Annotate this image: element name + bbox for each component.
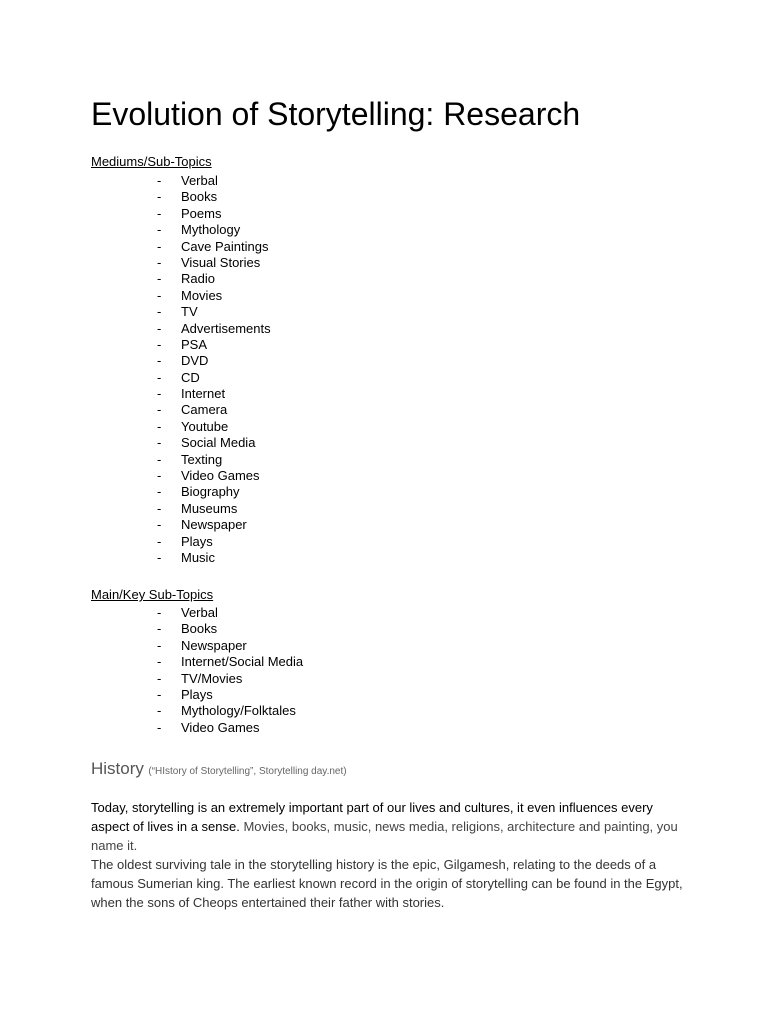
bullet-dash: - [157,605,162,620]
bullet-dash: - [157,287,162,303]
list-item-text: TV [181,304,198,320]
list-item-text: Plays [181,533,213,549]
list-item-text: Movies [181,287,223,303]
bullet-dash: - [157,254,162,270]
bullet-dash: - [157,533,162,549]
bullet-dash: - [157,238,162,254]
list-item-text: Camera [181,402,228,418]
list-item-text: Video Games [181,719,260,735]
list-item-text: Biography [181,484,240,500]
list-item-text: Poems [181,205,222,221]
list-item-text: Music [181,549,215,565]
bullet-dash: - [157,517,162,533]
list-item-text: Advertisements [181,320,271,336]
bullet-dash: - [157,621,162,637]
bullet-dash: - [157,654,162,670]
list-item-text: Verbal [181,173,218,188]
bullet-dash: - [157,271,162,287]
bullet-dash: - [157,686,162,702]
bullet-dash: - [157,500,162,516]
bullet-dash: - [157,418,162,434]
list-item-text: Newspaper [181,637,247,653]
bullet-dash: - [157,320,162,336]
history-paragraph-1-lead: Today, storytelling is an extremely important part of our lives and cultures, it even influences every aspect of lives in a sense. [91,800,653,834]
list-item-text: Plays [181,686,213,702]
bullet-dash: - [157,637,162,653]
bullet-dash: - [157,484,162,500]
bullet-dash: - [157,670,162,686]
list-item-text: Internet [181,386,226,402]
key-topics-section-label: Main/Key Sub-Topics [91,587,214,602]
list-item-text: Mythology [181,222,241,238]
list-item-text: Museums [181,500,238,516]
bullet-dash: - [157,336,162,352]
bullet-dash: - [157,703,162,719]
list-item-text: Newspaper [181,517,247,533]
bullet-dash: - [157,435,162,451]
history-paragraph-1 [91,798,691,855]
history-heading: History [91,759,144,778]
bullet-dash: - [157,468,162,484]
bullet-dash: - [157,222,162,238]
bullet-dash: - [157,369,162,385]
list-item-text: Verbal [181,605,218,620]
list-item-text: TV/Movies [181,670,243,686]
list-item-text: Texting [181,451,223,467]
bullet-dash: - [157,451,162,467]
list-item-text: Cave Paintings [181,238,269,254]
bullet-dash: - [157,189,162,205]
bullet-dash: - [157,173,162,188]
list-item-text: Radio [181,271,215,287]
history-citation: (“HIstory of Storytelling”, Storytelling day.net) [148,766,347,777]
bullet-dash: - [157,549,162,565]
bullet-dash: - [157,353,162,369]
bullet-dash: - [157,386,162,402]
history-heading-line [91,758,347,780]
history-paragraph-1-tail: Movies, books, music, news media, religions, architecture and painting, you name it. [91,819,678,853]
bullet-dash: - [157,402,162,418]
list-item-text: PSA [181,336,208,352]
list-item-text: Books [181,621,218,637]
list-item-text: Internet/Social Media [181,654,304,670]
list-item-text: Youtube [181,418,229,434]
list-item-text: Social Media [181,435,256,451]
mediums-section-label: Mediums/Sub-Topics [91,154,212,169]
list-item-text: CD [181,369,200,385]
bullet-dash: - [157,304,162,320]
list-item-text: DVD [181,353,209,369]
list-item-text: Mythology/Folktales [181,703,296,719]
bullet-dash: - [157,205,162,221]
list-item-text: Visual Stories [181,254,261,270]
bullet-dash: - [157,719,162,735]
document-title: Evolution of Storytelling: Research [91,96,581,132]
history-paragraph-2: The oldest surviving tale in the storytelling history is the epic, Gilgamesh, relating to the deeds of a famous Sumerian king. The earliest known record in the origin of storytelling can be found in the Egypt, when the sons of Cheops entertained their father with stories. [91,857,683,910]
list-item-text: Video Games [181,468,260,484]
list-item-text: Books [181,189,218,205]
